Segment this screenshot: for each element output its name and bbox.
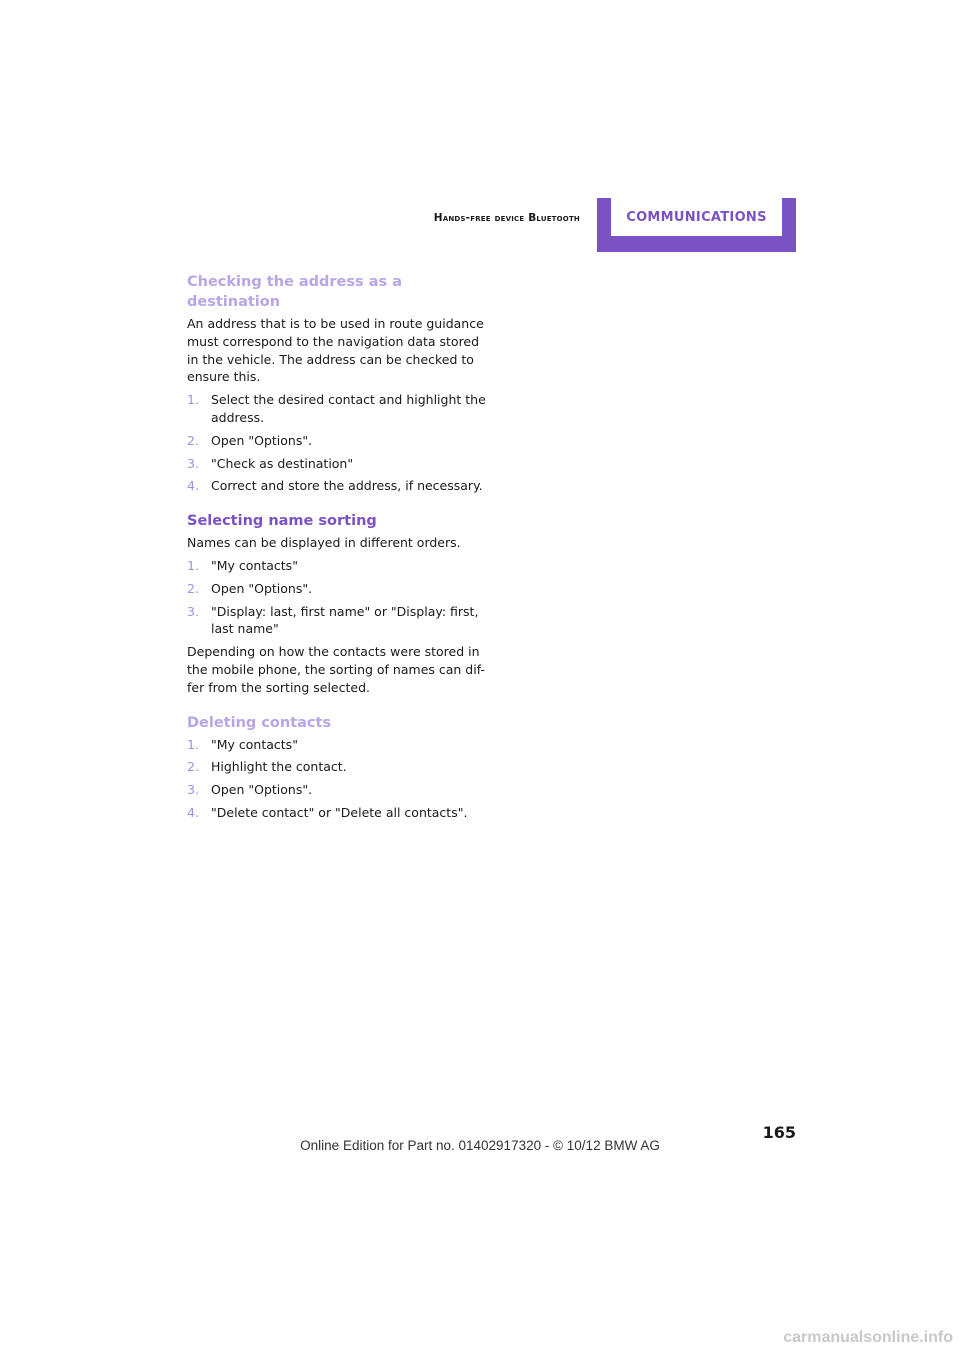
step-text: "Delete contact" or "Delete all contacts".	[211, 804, 468, 820]
step-list	[187, 736, 487, 822]
step-text: Open "Options".	[211, 782, 313, 798]
step-number: 3.	[187, 782, 199, 798]
main-content	[187, 272, 487, 822]
list-item	[187, 758, 487, 776]
running-header-section: Hands-free device Bluetooth	[433, 212, 580, 224]
section-heading-check-destination: Checking the address as a destination	[187, 274, 402, 310]
list-item	[187, 603, 487, 639]
step-text: Open "Options".	[211, 580, 313, 596]
footer-watermark: carmanualsonline.info	[783, 1329, 953, 1346]
page-number: 165	[762, 1123, 796, 1142]
list-item	[187, 455, 487, 473]
step-number: 3.	[187, 455, 199, 471]
chapter-tab	[597, 198, 796, 252]
step-number: 2.	[187, 759, 199, 775]
list-item	[187, 432, 487, 450]
step-text: "My contacts"	[211, 736, 298, 752]
list-item	[187, 580, 487, 598]
footer-edition-note: Online Edition for Part no. 01402917320 - © 10/12 BMW AG	[300, 1138, 660, 1153]
step-number: 1.	[187, 392, 199, 408]
list-item	[187, 391, 487, 427]
step-text: Open "Options".	[211, 432, 313, 448]
step-text: "Display: last, first name" or "Display: first, last name"	[211, 603, 479, 637]
step-text: "My contacts"	[211, 557, 298, 573]
step-number: 2.	[187, 580, 199, 596]
step-number: 1.	[187, 736, 199, 752]
list-item	[187, 736, 487, 754]
section-intro: An address that is to be used in route guidance must correspond to the navigation data stored in the vehicle. The address can be checked to ensure this.	[187, 316, 484, 385]
step-text: Correct and store the address, if necessary.	[211, 478, 483, 494]
list-item	[187, 477, 487, 495]
step-text: "Check as destination"	[211, 455, 354, 471]
step-list	[187, 391, 487, 495]
step-text: Select the desired contact and highlight the address.	[211, 392, 486, 425]
list-item	[187, 557, 487, 575]
step-number: 4.	[187, 478, 199, 494]
chapter-title: COMMUNICATIONS	[611, 198, 782, 236]
section-heading-name-sorting: Selecting name sorting	[187, 513, 377, 530]
section-intro: Names can be displayed in different orders.	[187, 535, 461, 551]
step-number: 2.	[187, 432, 199, 448]
step-number: 3.	[187, 603, 199, 619]
step-number: 4.	[187, 804, 199, 820]
list-item	[187, 781, 487, 799]
step-list	[187, 557, 487, 638]
section-outro: Depending on how the contacts were stored in the mobile phone, the sorting of names can dif-fer from the sorting selected.	[187, 644, 485, 695]
step-text: Highlight the contact.	[211, 759, 347, 775]
section-heading-deleting-contacts: Deleting contacts	[187, 714, 332, 731]
step-number: 1.	[187, 557, 199, 573]
list-item	[187, 804, 487, 822]
